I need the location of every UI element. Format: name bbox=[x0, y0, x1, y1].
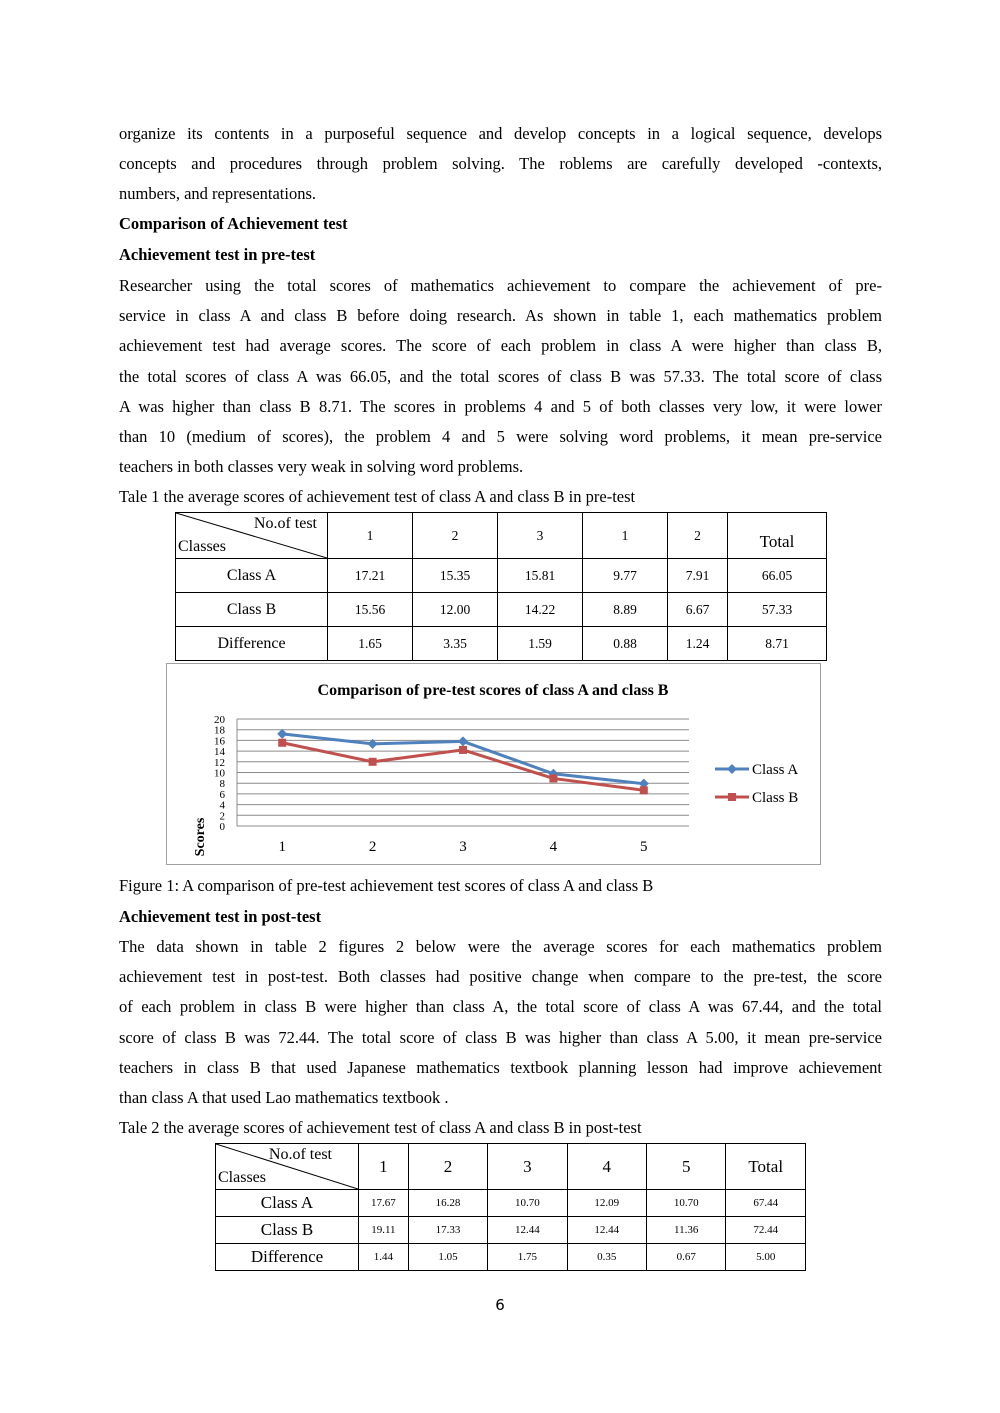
corner-label-test: No.of test bbox=[253, 515, 317, 532]
table-cell: 19.11 bbox=[359, 1217, 409, 1244]
column-header: 3 bbox=[498, 513, 583, 559]
table-cell: 15.81 bbox=[498, 559, 583, 593]
x-tick-label: 5 bbox=[640, 839, 648, 855]
table-cell: 1.24 bbox=[668, 627, 728, 661]
column-header: 1 bbox=[328, 513, 413, 559]
text-line: numbers, and representations. bbox=[119, 184, 317, 204]
chart-canvas bbox=[167, 664, 820, 864]
legend-marker bbox=[727, 764, 737, 774]
section-heading-comparison: Comparison of Achievement test bbox=[119, 214, 348, 233]
table-corner-cell bbox=[176, 513, 328, 559]
table-pretest-scores bbox=[175, 512, 827, 661]
legend-label: Class A bbox=[752, 762, 799, 778]
row-label: Class B bbox=[176, 593, 328, 627]
table-cell: 57.33 bbox=[728, 593, 827, 627]
table-cell: 7.91 bbox=[668, 559, 728, 593]
x-tick-label: 3 bbox=[459, 839, 467, 855]
y-tick-label: 14 bbox=[214, 746, 225, 759]
paragraph-posttest bbox=[119, 932, 882, 1113]
x-tick-labels bbox=[278, 839, 647, 855]
corner-label-test: No.of test bbox=[268, 1146, 332, 1163]
text-line: organize its contents in a purposeful sequence and develop concepts in a logical sequence, develops bbox=[119, 124, 882, 143]
table-cell: 67.44 bbox=[726, 1190, 806, 1217]
table-cell: 10.70 bbox=[647, 1190, 726, 1217]
table-cell: 6.67 bbox=[668, 593, 728, 627]
data-point bbox=[549, 774, 557, 782]
section-heading-pretest: Achievement test in pre-test bbox=[119, 245, 316, 264]
table-cell: 8.71 bbox=[728, 627, 827, 661]
y-tick-label: 16 bbox=[214, 735, 225, 748]
column-header: 2 bbox=[413, 513, 498, 559]
chart-legend bbox=[715, 762, 798, 806]
y-axis-label: Scores bbox=[193, 817, 208, 857]
data-point bbox=[458, 736, 468, 746]
column-header: 1 bbox=[359, 1144, 409, 1190]
pretest-line-chart bbox=[166, 663, 821, 865]
table-cell: 11.36 bbox=[647, 1217, 726, 1244]
y-tick-label: 20 bbox=[214, 714, 225, 726]
column-header-total: Total bbox=[728, 513, 827, 559]
table-cell: 3.35 bbox=[413, 627, 498, 661]
column-header-total: Total bbox=[726, 1144, 806, 1190]
data-point bbox=[640, 786, 648, 794]
text-line: than class A that used Lao mathematics textbook . bbox=[119, 1088, 449, 1108]
text-line: Researcher using the total scores of mathematics achievement to compare the achievement of pre- bbox=[119, 276, 882, 295]
data-point bbox=[459, 746, 467, 754]
table-cell: 1.75 bbox=[488, 1244, 567, 1271]
table-row bbox=[176, 593, 827, 627]
table-row bbox=[176, 627, 827, 661]
corner-label-classes: Classes bbox=[178, 538, 226, 555]
table-cell: 1.65 bbox=[328, 627, 413, 661]
x-tick-label: 4 bbox=[549, 839, 558, 855]
text-line: achievement test in post-test. Both classes had positive change when compare to the pre-test, the score bbox=[119, 967, 882, 987]
text-line: than 10 (medium of scores), the problem 4 and 5 were solving word problems, it mean pre-service bbox=[119, 427, 882, 447]
legend-label: Class B bbox=[752, 790, 799, 806]
column-header: 2 bbox=[668, 513, 728, 559]
table-cell: 66.05 bbox=[728, 559, 827, 593]
paragraph-pretest bbox=[119, 271, 882, 482]
text-line: the total scores of class A was 66.05, and the total scores of class B was 57.33. The total score of class bbox=[119, 366, 882, 386]
y-tick-label: 12 bbox=[214, 756, 225, 769]
table-cell: 17.21 bbox=[328, 559, 413, 593]
table-cell: 15.35 bbox=[413, 559, 498, 593]
table-cell: 0.35 bbox=[567, 1244, 646, 1271]
table-cell: 10.70 bbox=[488, 1190, 567, 1217]
column-header: 1 bbox=[583, 513, 668, 559]
table-row bbox=[176, 559, 827, 593]
table-cell: 12.44 bbox=[488, 1217, 567, 1244]
text-line: of each problem in class B were higher than class A, the total score of class A was 67.44, and the total bbox=[119, 997, 882, 1017]
row-label: Class B bbox=[216, 1217, 359, 1244]
row-label: Class A bbox=[176, 559, 328, 593]
y-tick-label: 4 bbox=[219, 799, 225, 812]
paragraph-intro bbox=[119, 119, 882, 210]
table-cell: 12.09 bbox=[567, 1190, 646, 1217]
table-cell: 17.33 bbox=[408, 1217, 487, 1244]
x-tick-label: 2 bbox=[368, 839, 377, 855]
table-corner-cell bbox=[216, 1144, 359, 1190]
data-point bbox=[277, 729, 287, 739]
y-tick-label: 18 bbox=[214, 724, 225, 737]
column-header: 3 bbox=[488, 1144, 567, 1190]
table-cell: 14.22 bbox=[498, 593, 583, 627]
text-line: service in class A and class B before doing research. As shown in table 1, each mathematics problem bbox=[119, 306, 882, 326]
table-cell: 8.89 bbox=[583, 593, 668, 627]
table-cell: 72.44 bbox=[726, 1217, 806, 1244]
table-cell: 17.67 bbox=[359, 1190, 409, 1217]
table-cell: 12.44 bbox=[567, 1217, 646, 1244]
table2-caption: Tale 2 the average scores of achievement test of class A and class B in post-test bbox=[119, 1118, 642, 1137]
y-tick-label: 6 bbox=[219, 788, 225, 801]
x-tick-label: 1 bbox=[278, 839, 286, 855]
table-row bbox=[216, 1244, 806, 1271]
table1-caption: Tale 1 the average scores of achievement test of class A and class B in pre-test bbox=[119, 487, 636, 506]
section-heading-posttest: Achievement test in post-test bbox=[119, 907, 322, 926]
table-cell: 9.77 bbox=[583, 559, 668, 593]
table-cell: 0.67 bbox=[647, 1244, 726, 1271]
row-label: Class A bbox=[216, 1190, 359, 1217]
text-line: A was higher than class B 8.71. The scores in problems 4 and 5 of both classes very low, it were lower bbox=[119, 396, 882, 416]
column-header: 5 bbox=[647, 1144, 726, 1190]
table-cell: 1.44 bbox=[359, 1244, 409, 1271]
page-number: 6 bbox=[495, 1296, 505, 1314]
text-line: achievement test had average scores. The score of each problem in class A were higher than class B, bbox=[119, 336, 882, 356]
y-tick-labels bbox=[214, 714, 226, 833]
table-cell: 16.28 bbox=[408, 1190, 487, 1217]
text-line: score of class B was 72.44. The total score of class B was higher than class A 5.00, it mean pre-service bbox=[119, 1027, 882, 1047]
column-header: 4 bbox=[567, 1144, 646, 1190]
text-line: teachers in class B that used Japanese mathematics textbook planning lesson had improve achievement bbox=[119, 1057, 882, 1077]
table-cell: 15.56 bbox=[328, 593, 413, 627]
table-cell: 5.00 bbox=[726, 1244, 806, 1271]
chart-title: Comparison of pre-test scores of class A and class B bbox=[317, 682, 669, 699]
table-posttest-scores bbox=[215, 1143, 806, 1271]
row-label: Difference bbox=[176, 627, 328, 661]
y-tick-label: 10 bbox=[214, 767, 225, 780]
row-label: Difference bbox=[216, 1244, 359, 1271]
text-line: The data shown in table 2 figures 2 below were the average scores for each mathematics problem bbox=[119, 937, 882, 956]
text-line: concepts and procedures through problem solving. The roblems are carefully developed -contexts, bbox=[119, 154, 882, 174]
data-point bbox=[278, 739, 286, 747]
table-row bbox=[216, 1190, 806, 1217]
figure1-caption: Figure 1: A comparison of pre-test achievement test scores of class A and class B bbox=[119, 876, 654, 895]
text-line: teachers in both classes very weak in solving word problems. bbox=[119, 457, 524, 477]
legend-marker bbox=[728, 793, 736, 801]
table-cell: 12.00 bbox=[413, 593, 498, 627]
table-cell: 1.59 bbox=[498, 627, 583, 661]
y-tick-label: 2 bbox=[219, 810, 225, 823]
table-cell: 1.05 bbox=[408, 1244, 487, 1271]
column-header: 2 bbox=[408, 1144, 487, 1190]
table-cell: 0.88 bbox=[583, 627, 668, 661]
table-row bbox=[216, 1217, 806, 1244]
corner-label-classes: Classes bbox=[218, 1169, 266, 1186]
data-point bbox=[369, 758, 377, 766]
y-tick-label: 8 bbox=[219, 778, 225, 791]
y-tick-label: 0 bbox=[219, 821, 225, 833]
